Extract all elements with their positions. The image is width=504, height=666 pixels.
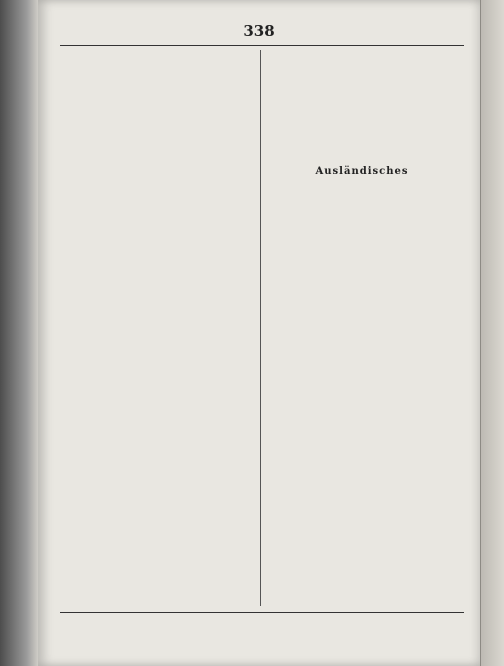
page-number: 338 [243,22,275,40]
book-gutter-shadow [0,0,38,666]
left-column-text [60,50,256,606]
right-column-text [264,50,460,606]
neighbouring-page-edge [480,0,504,666]
bottom-rule [60,612,464,613]
header-rule [60,45,464,46]
column-divider [260,50,261,606]
newspaper-page [38,0,480,666]
section-heading-auslaendisches: Ausländisches [315,166,409,177]
